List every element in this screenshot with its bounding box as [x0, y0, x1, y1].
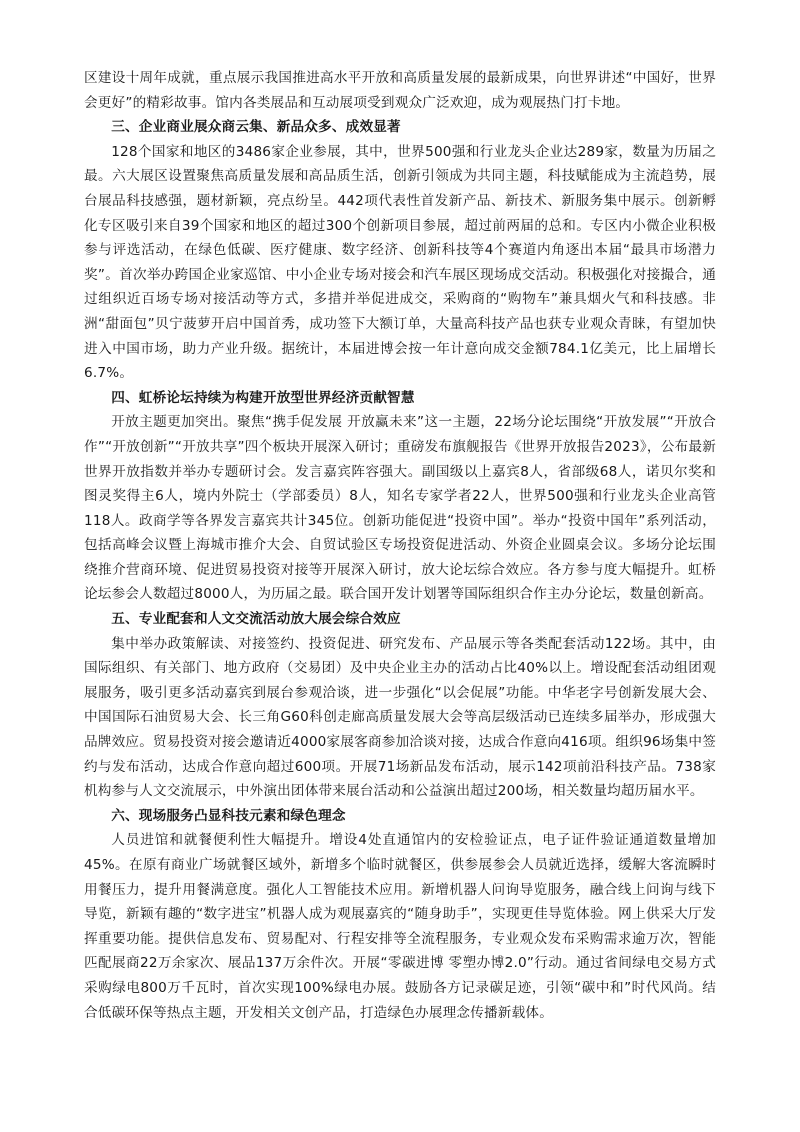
intro-paragraph: 区建设十周年成就，重点展示我国推进高水平开放和高质量发展的最新成果，向世界讲述“中国好，世界会更好”的精彩故事。馆内各类展品和互动展项受到观众广泛欢迎，成为观展热门打卡地。 [84, 70, 716, 111]
section-heading: 三、企业商业展众商云集、新品众多、成效显著 [111, 119, 401, 136]
section-3 [84, 115, 716, 386]
section-paragraph: 128个国家和地区的3486家企业参展，其中，世界500强和行业龙头企业达289家，数量为历届之最。六大展区设置聚焦高质量发展和高品质生活，创新引领成为共同主题，科技赋能成为主流趋势，展台展品科技感强，题材新颖，亮点纷呈。442项代表性首发新产品、新技术、新服务集中展示。创新孵化专区吸引来自39个国家和地区的超过300个创新项目参展，超过前两届的总和。专区内小微企业积极参与评选活动，在绿色低碳、医疗健康、数字经济、创新科技等4个赛道内角逐出本届“最具市场潜力奖”。首次举办跨国企业家巡馆、中小企业专场对接会和汽车展区现场成交活动。积极强化对接撮合，通过组织近百场专场对接活动等方式，多措并举促进成交，采购商的“购物车”兼具烟火气和科技感。非洲“甜面包”贝宁菠萝开启中国首秀，成功签下大额订单，大量高科技产品也获专业观众青睐，有望加快进入中国市场，助力产业升级。据统计，本届进博会按一年计意向成交金额784.1亿美元，比上届增长6.7%。 [84, 143, 716, 382]
section-paragraph: 开放主题更加突出。聚焦“携手促发展 开放赢未来”这一主题，22场分论坛围绕“开放发展”“开放合作”“开放创新”“开放共享”四个板块开展深入研讨；重磅发布旗舰报告《世界开放报告2023》，公布最新世界开放指数并举办专题研讨会。发言嘉宾阵容强大。副国级以上嘉宾8人，省部级68人，诺贝尔奖和图灵奖得主6人，境内外院士（学部委员）8人，知名专家学者22人，世界500强和行业龙头企业高管118人。政商学等各界发言嘉宾共计345位。创新功能促进“投资中国”。举办“投资中国年”系列活动，包括高峰会议暨上海城市推介大会、自贸试验区专场投资促进活动、外资企业圆桌会议。多场分论坛围绕推介营商环境、促进贸易投资对接等开展深入研讨，放大论坛综合效应。各方参与度大幅提升。虹桥论坛参会人数超过8000人，为历届之最。联合国开发计划署等国际组织合作主办分论坛，数量创新高。 [84, 414, 716, 603]
section-paragraph: 集中举办政策解读、对接签约、投资促进、研究发布、产品展示等各类配套活动122场。其中，由国际组织、有关部门、地方政府（交易团）及中央企业主办的活动占比40%以上。增设配套活动组团观展服务，吸引更多活动嘉宾到展台参观洽谈，进一步强化“以会促展”功能。中华老字号创新发展大会、中国国际石油贸易大会、长三角G60科创走廊高质量发展大会等高层级活动已连续多届举办，形成强大品牌效应。贸易投资对接会邀请近4000家展客商参加洽谈对接，达成合作意向416项。组织96场集中签约与发布活动，达成合作意向超过600项。开展71场新品发布活动，展示142项前沿科技产品。738家机构参与人文交流展示，中外演出团体带来展台活动和公益演出超过200场，相关数量均超历届水平。 [84, 635, 716, 800]
section-heading: 六、现场服务凸显科技元素和绿色理念 [111, 807, 346, 824]
section-heading: 五、专业配套和人文交流活动放大展会综合效应 [111, 611, 401, 628]
section-paragraph: 人员进馆和就餐便利性大幅提升。增设4处直通馆内的安检验证点，电子证件验证通道数量增加45%。在原有商业广场就餐区域外，新增多个临时就餐区，供参展参会人员就近选择，缓解大客流瞬时用餐压力，提升用餐满意度。强化人工智能技术应用。新增机器人问询导览服务，融合线上问询与线下导览，新颖有趣的“数字进宝”机器人成为观展嘉宾的“随身助手”，实现更佳导览体验。网上供采大厅发挥重要功能。提供信息发布、贸易配对、行程安排等全流程服务，专业观众发布采购需求逾万次，智能匹配展商22万余家次、展品137万余件次。开展“零碳进博 零塑办博2.0”行动。通过省间绿电交易方式采购绿电800万千瓦时，首次实现100%绿电办展。鼓励各方记录碳足迹，引领“碳中和”时代风尚。结合低碳环保等热点主题，开发相关文创产品，打造绿色办展理念传播新载体。 [84, 832, 716, 1021]
section-5 [84, 607, 716, 804]
section-4 [84, 386, 716, 607]
section-heading: 四、虹桥论坛持续为构建开放型世界经济贡献智慧 [111, 389, 415, 406]
section-6 [84, 804, 716, 1025]
